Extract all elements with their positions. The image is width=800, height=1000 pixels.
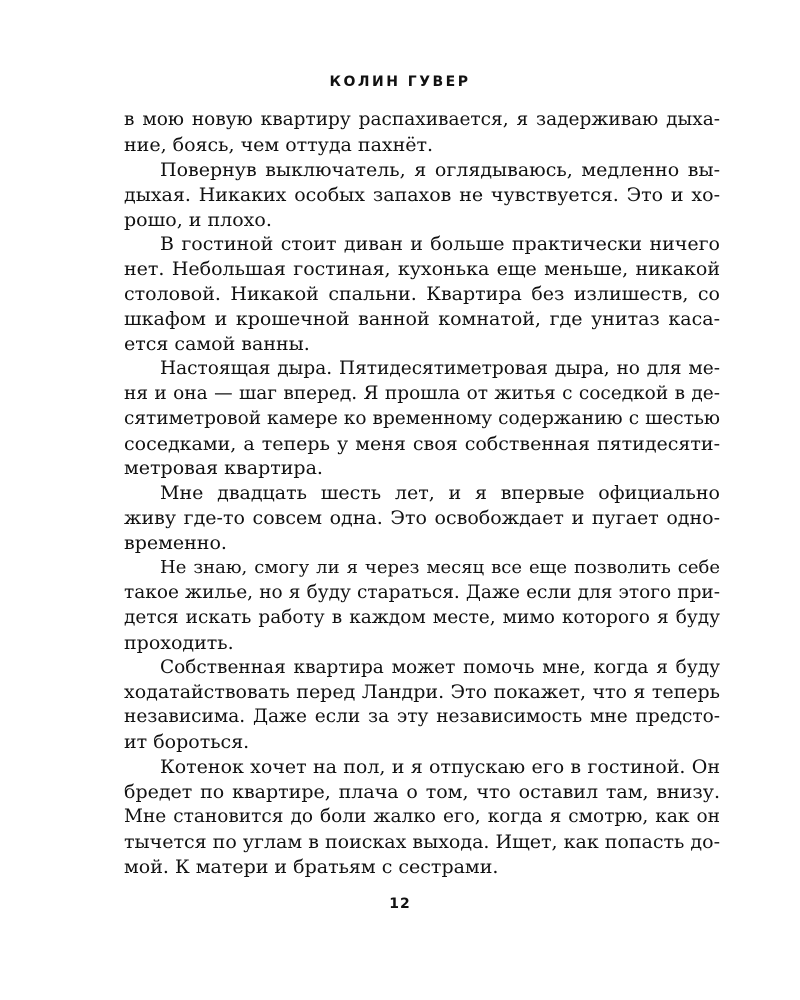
text-line: метровая квартира. [124, 457, 323, 480]
text-line: живу где-то совсем одна. Это освобождает и пугает одно- [124, 507, 720, 530]
text-line: Повернув выключатель, я оглядываюсь, медленно вы- [160, 158, 720, 181]
text-line: тычется по углам в поисках выхода. Ищет, как попасть до- [124, 830, 720, 853]
text-line: рошо, и плохо. [124, 208, 272, 231]
text-line: сятиметровой камере ко временному содержанию с шестью [124, 407, 720, 429]
text-line: ние, боясь, чем оттуда пахнёт. [124, 133, 434, 156]
text-line: независима. Даже если за эту независимость мне предсто- [124, 706, 720, 728]
text-line: соседками, а теперь у меня своя собственная пятидесяти- [124, 432, 720, 455]
text-line: Не знаю, смогу ли я через месяц все еще позволить себе [160, 557, 720, 579]
text-line: дется искать работу в каждом месте, мимо которого я буду [124, 606, 720, 628]
body-text [124, 108, 720, 880]
text-line: временно. [124, 532, 227, 555]
text-line: Собственная квартира может помочь мне, когда я буду [160, 656, 720, 678]
text-line: Котенок хочет на пол, и я отпускаю его в гостиной. Он [160, 756, 720, 779]
text-line: мой. К матери и братьям с сестрами. [124, 855, 499, 878]
text-line: ходатайствовать перед Ландри. Это покажет, что я теперь [124, 681, 720, 704]
text-line: Настоящая дыра. Пятидесятиметровая дыра, но для ме- [160, 357, 720, 379]
text-line: столовой. Никакой спальни. Квартира без излишеств, со [124, 283, 720, 306]
text-line: проходить. [124, 631, 234, 654]
text-line: бредет по квартире, плача о том, что оставил там, внизу. [124, 781, 720, 804]
text-line: в мою новую квартиру распахивается, я задерживаю дыха- [124, 109, 720, 130]
text-line: шкафом и крошечной ванной комнатой, где унитаз каса- [124, 308, 720, 331]
text-line: В гостиной стоит диван и больше практически ничего [160, 233, 720, 256]
running-head-author: КОЛИН ГУВЕР [329, 74, 471, 90]
text-line: ит бороться. [124, 731, 250, 754]
text-line: Мне становится до боли жалко его, когда я смотрю, как он [124, 805, 720, 827]
page-number: 12 [389, 896, 411, 912]
text-line: ня и она — шаг вперед. Я прошла от житья с соседкой в де- [124, 382, 720, 404]
text-line: Мне двадцать шесть лет, и я впервые официально [160, 482, 720, 505]
text-line: ется самой ванны. [124, 333, 310, 356]
text-line: дыхая. Никаких особых запахов не чувствуется. Это и хо- [124, 183, 720, 206]
text-line: такое жилье, но я буду стараться. Даже если для этого при- [124, 581, 720, 603]
text-line: нет. Небольшая гостиная, кухонька еще меньше, никакой [124, 258, 720, 281]
